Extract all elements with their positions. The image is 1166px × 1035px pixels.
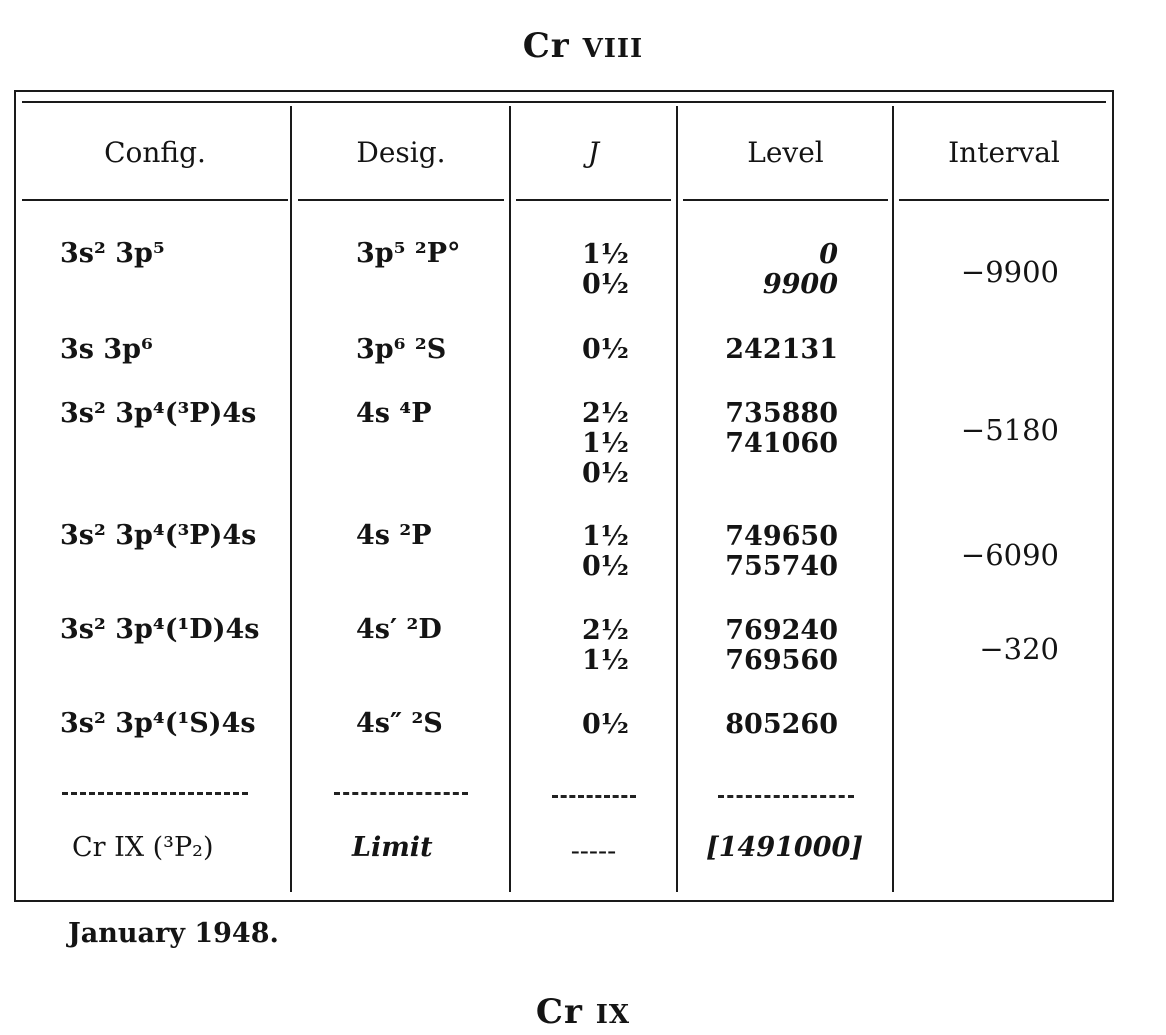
level-value: 9900 [762,269,838,300]
next-section-title: Cr IX [535,992,631,1032]
column-header-j: J [587,136,600,169]
table-cell-j [582,522,629,582]
table-cell-desig: 4s″ ²S [356,708,443,739]
table-cell-desig: 3p⁶ ²S [356,334,447,365]
column-divider [290,106,292,892]
table-cell-config: 3s² 3p⁵ [60,238,165,269]
column-divider [892,106,894,892]
table-cell-desig: 3p⁵ ²P° [356,238,461,269]
column-header-config: Config. [104,136,206,169]
limit-config: Cr IX (³P₂) [72,832,214,863]
table-cell-interval: −320 [979,632,1059,666]
level-value: 0 [819,239,838,270]
j-value: 0½ [582,334,629,365]
j-value: 0½ [582,709,629,740]
column-header-interval: Interval [948,136,1060,169]
j-value: 2½ [582,615,629,646]
footer-date: January 1948. [68,918,279,949]
table-cell-j [582,240,629,300]
column-header-level: Level [747,136,824,169]
limit-level: [1491000] [706,832,864,863]
header-rule [899,199,1109,201]
table-cell-j [582,399,629,489]
page-title: Cr VIII [522,26,644,66]
j-value: 1½ [582,239,629,270]
table-cell-desig: 4s ²P [356,520,432,551]
level-value: 749650 [725,521,838,552]
table-cell-config: 3s² 3p⁴(³P)4s [60,398,257,429]
header-rule [298,199,504,201]
j-value: 1½ [582,521,629,552]
j-value: 1½ [582,645,629,676]
level-value: 769560 [725,645,838,676]
table-cell-config: 3s² 3p⁴(¹S)4s [60,708,256,739]
level-value: 755740 [725,551,838,582]
dashed-separator [334,792,468,795]
table-cell-interval: −6090 [960,538,1059,572]
column-header-desig: Desig. [356,136,446,169]
table-cell-interval: −5180 [960,413,1059,447]
table-cell-interval: −9900 [960,255,1059,289]
level-value: 805260 [725,709,838,740]
table-cell-level [676,616,838,676]
j-value: 2½ [582,398,629,429]
table-cell-level [676,710,838,740]
table-cell-level [676,399,838,459]
dashed-separator [552,795,636,798]
header-rule [516,199,671,201]
dashed-separator [62,792,248,795]
table-cell-j [582,335,629,365]
table-cell-level [676,240,838,300]
limit-label: Limit [352,832,433,863]
limit-j: ----- [570,836,617,867]
energy-level-table [14,90,1114,902]
level-value: 741060 [725,428,838,459]
header-rule [683,199,888,201]
header-rule [22,199,288,201]
j-value: 1½ [582,428,629,459]
table-cell-j [582,616,629,676]
dashed-separator [718,795,854,798]
j-value: 0½ [582,269,629,300]
j-value: 0½ [582,551,629,582]
table-cell-level [676,522,838,582]
column-divider [676,106,678,892]
table-cell-config: 3s² 3p⁴(¹D)4s [60,614,260,645]
table-top-rule [22,101,1106,103]
level-value: 735880 [725,398,838,429]
table-cell-config: 3s 3p⁶ [60,334,153,365]
level-value: 242131 [725,334,838,365]
table-cell-j [582,710,629,740]
column-divider [509,106,511,892]
table-cell-level [676,335,838,365]
table-cell-config: 3s² 3p⁴(³P)4s [60,520,257,551]
table-cell-desig: 4s′ ²D [356,614,442,645]
level-value: 769240 [725,615,838,646]
table-cell-desig: 4s ⁴P [356,398,432,429]
j-value: 0½ [582,458,629,489]
